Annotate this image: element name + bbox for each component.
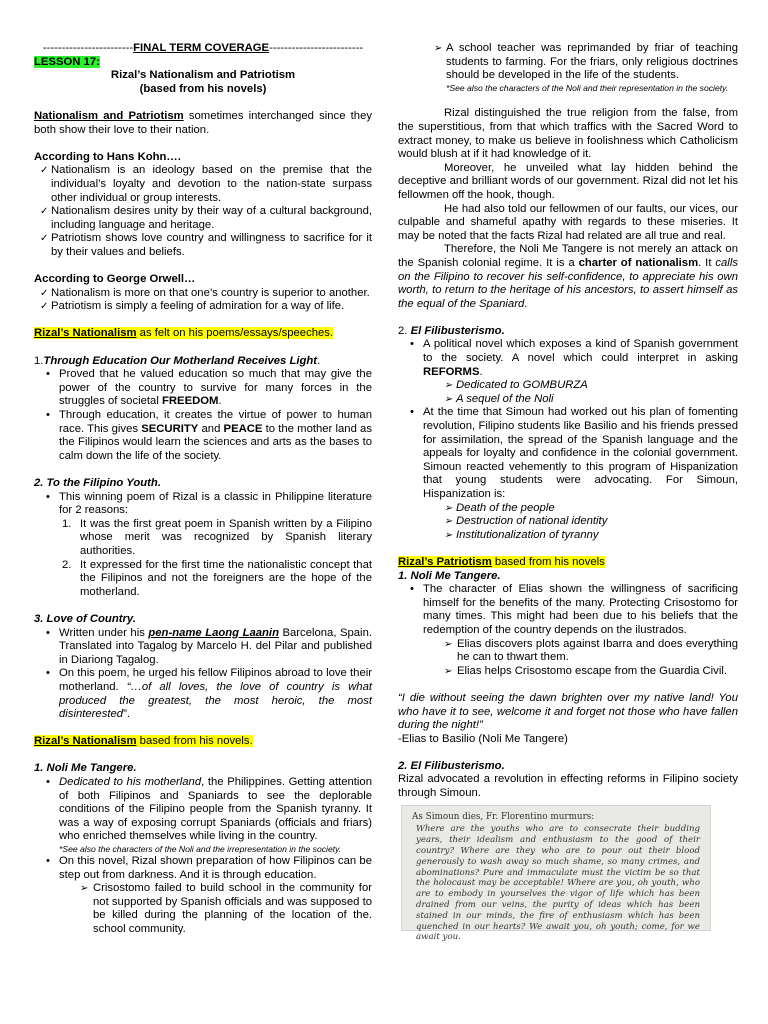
noli-paragraph: He had also told our fellowmen of our faults, our vices, our culpable and shameful apathy with regards to these miseries. It may be noted that the facts Rizal had related are all true and real. <box>398 202 738 242</box>
elias-item: ➢ Elias helps Crisostomo escape from the Guardia Civil. <box>398 665 738 679</box>
noli-note: *See also the characters of the Noli and the irrepresentation in the society. <box>59 844 342 855</box>
poems-heading <box>34 327 372 341</box>
patriotism-fili-text: Rizal advocated a revolution in effecting reforms in Filipino society through Simoun. <box>398 773 738 800</box>
fili-title <box>398 325 738 339</box>
noli-title: 1. Noli Me Tangere. <box>34 762 137 775</box>
fili-list <box>398 338 738 379</box>
noli-dedication: Dedicated to his motherland <box>59 776 202 789</box>
noli-list <box>34 776 372 882</box>
fili-item1-end: . <box>479 365 483 378</box>
poem1-title <box>34 355 372 369</box>
poem2-item: • This winning poem of Rizal is a classic in Philippine literature for 2 reasons: <box>34 491 372 518</box>
poem1-item1-end: . <box>218 395 222 408</box>
poem3-item <box>34 667 372 721</box>
noli-sublist-continued <box>398 42 738 94</box>
poem3-title: 3. Love of Country. <box>34 612 136 625</box>
poem1-item2-bold2: PEACE <box>223 422 263 435</box>
noli-subitem <box>398 42 738 94</box>
poems-heading-term: Rizal’s Nationalism <box>34 327 137 340</box>
novels-heading <box>34 735 372 749</box>
fili-title-text: El Filibusterismo. <box>410 324 505 337</box>
para4-end: . <box>524 297 528 310</box>
reason-number: 2. <box>62 558 72 571</box>
coverage-dashes-right: ------------------------- <box>269 42 364 54</box>
photo-caption: As Simoun dies, Fr. Florentino murmurs: <box>412 811 595 822</box>
fili-subitem: ➢ Dedicated to GOMBURZA <box>398 379 738 393</box>
noli-item: • On this novel, Rizal shown preparation of how Filipinos can be step out from darkness. And it is through education. <box>34 855 372 882</box>
fili-sublist <box>398 379 738 406</box>
hispanization-item: ➢ Death of the people <box>398 502 738 516</box>
patriotism-heading <box>398 556 738 570</box>
fili-item1-text: A political novel which exposes a kind of Spanish government to the society. A novel which could interpret in asking <box>423 338 738 365</box>
hispanization-list <box>398 502 738 543</box>
patriotism-noli-title: 1. Noli Me Tangere. <box>398 569 501 582</box>
right-column <box>398 42 738 943</box>
left-column <box>34 42 372 937</box>
reason-text: It expressed for the first time the nationalistic concept that the Filipinos and not the foreigners are the hope of the motherland. <box>80 558 372 598</box>
kohn-item: ✓ Patriotism shows love country and willingness to sacrifice for it by their values and beliefs. <box>34 232 372 259</box>
fili-number: 2. <box>398 324 411 337</box>
patriotism-noli-list <box>398 583 738 637</box>
lesson-title: Rizal’s Nationalism and Patriotism <box>110 69 296 82</box>
poem1-list <box>34 368 372 463</box>
intro-term: Nationalism and Patriotism <box>34 109 184 122</box>
noli-item1-text: , the Philippines. Getting attention of both Filipinos and Spaniards to see the deplorable conditions of the Filipino people from the Spanish tyranny. It was a way of exposing corrupt Spaniards (officials and friars) who enriched themselves while living in the country. <box>59 776 372 843</box>
para4-text: Therefore, the Noli Me Tangere is not merely an attack on the Spanish colonial regime. It is a <box>398 243 738 269</box>
noli-paragraph: Rizal distinguished the true religion from the false, from the superstitious, from that which traffics with the Sacred Word to extract money, to make us believe in foolishness which Catholicism would blush at if it had knowledge of it. <box>398 107 738 161</box>
lesson-label: LESSON 17: <box>34 55 100 68</box>
noli-item <box>34 776 372 855</box>
poem2-reason <box>34 559 372 600</box>
para4-mid: . It <box>698 256 716 269</box>
patriotism-noli-item: • The character of Elias shown the willingness of sacrificing himself for the benefits of the many. Protecting Crisostomo for many times. This might had been due to his beliefs that the redemption of the country depends on the ilustrados. <box>398 583 738 637</box>
poems-heading-rest: as felt on his poems/essays/speeches. <box>136 327 334 340</box>
poem1-item <box>34 368 372 409</box>
poem2-title: 2. To the Filipino Youth. <box>34 477 161 489</box>
poem3-item1-end: Barcelona, Spain. Translated into Tagalog by Marcelo H. del Pilar and published in Diariong Tagalog. <box>59 626 372 666</box>
fili-list <box>398 406 738 501</box>
novels-heading-rest: based from his novels. <box>136 735 253 748</box>
poem1-title-end: . <box>317 354 321 367</box>
coverage-header <box>34 42 372 56</box>
pen-name: pen-name Laong Laanin <box>148 626 279 639</box>
noli-subitem-text: A school teacher was reprimanded by friar of teaching students to farming. For the friars, only religious doctrines should be developed in the life of the students. <box>446 42 738 82</box>
poem3-list <box>34 627 372 722</box>
patriotism-fili-title: 2. El Filibusterismo. <box>398 759 505 772</box>
noli-sub-note: *See also the characters of the Noli and their representation in the society. <box>446 82 729 93</box>
kohn-item: ✓ Nationalism is an ideology based on the premise that the individual’s loyalty and devotion to the nation-state surpass other individual or group interests. <box>34 164 372 205</box>
poem2-list <box>34 491 372 518</box>
orwell-list <box>34 287 372 314</box>
photo-quote-text: Where are the youths who are to consecrate their budding years, their idealism and enthusiasm to the good of their country? Where are they who are to pour out their blood generously to wash away so much shame, so many crimes, and abominations? Pure and immaculate must the victim be so that the holocaust may be acceptable! Where are you, oh youth, who are to embody in yourselves the vigor of life which has been drained from our veins, the purity of ideas which has been stained in our minds, the fire of enthusiasm which has been quenched in our hearts? We await you, oh youth; come, for we await you. <box>416 824 700 943</box>
coverage-title: FINAL TERM COVERAGE <box>133 42 270 54</box>
orwell-item: ✓ Patriotism is simply a feeling of admiration for a way of life. <box>34 300 372 314</box>
quote-photo <box>401 805 711 943</box>
poem1-item2-mid: and <box>198 422 224 435</box>
para4-bold: charter of nationalism <box>578 256 699 269</box>
poem1-item2-bold1: SECURITY <box>141 422 199 435</box>
poem3-quote-end: ”. <box>123 708 130 721</box>
orwell-heading: According to George Orwell… <box>34 273 196 286</box>
fili-item1-bold: REFORMS <box>423 365 480 378</box>
elias-quote-attribution: -Elias to Basilio (Noli Me Tangere) <box>398 732 568 745</box>
poem1-item2-end: to the mother land as the Filipinos would learn the sciences and arts as the bases to calm down the life of the society. <box>59 422 372 462</box>
poem1-item1-text: Proved that he valued education so much that may give the power of the country to survive for many forces in the struggles of societal <box>59 368 372 408</box>
noli-paragraph: Moreover, he unveiled what lay hidden behind the deceptive and brilliant words of our government. Rizal did not let his fellowmen off the hook, though. <box>398 161 738 201</box>
patriotism-heading-rest: based from his novels <box>491 555 605 568</box>
reason-text: It was the first great poem in Spanish written by a Filipino whose merit was recognized by Spanish literary authorities. <box>80 517 372 557</box>
poem2-reasons <box>34 518 372 600</box>
novels-heading-term: Rizal’s Nationalism <box>34 735 137 748</box>
poem3-item1-text: Written under his <box>59 626 149 639</box>
coverage-dashes-left: ------------------------ <box>42 42 134 54</box>
fili-subitem: ➢ A sequel of the Noli <box>398 393 738 407</box>
poem1-item2-text: Through education, it creates the virtue of power to human race. This gives <box>59 409 372 435</box>
kohn-heading: According to Hans Kohn…. <box>34 150 181 163</box>
orwell-item: ✓ Nationalism is more on that one’s country is superior to another. <box>34 287 372 301</box>
intro-text: sometimes interchanged since they both show their love to their nation. <box>34 109 372 136</box>
reason-number: 1. <box>62 517 72 530</box>
poem1-item <box>34 409 372 463</box>
poem3-quote: “…of all loves, the love of country is what produced the greatest, the most heroic, the most disinterested <box>59 680 372 721</box>
patriotism-heading-term: Rizal’s Patriotism <box>398 555 492 568</box>
lesson-label-line <box>34 56 372 70</box>
para4-italic: calls on the Filipino to recover his self-confidence, to appreciate his own worth, to return to the heritage of his ancestors, to assert himself as the equal of the Spaniard <box>398 256 738 310</box>
poem2-reason <box>34 518 372 559</box>
fili-item: • At the time that Simoun had worked out his plan of fomenting revolution, Filipino students like Basilio and his friends pressed for assimilation, the spread of the Spanish language and the appeals for loyalty and confidence in the colonial government. Simoun reacted vehemently to this program of Hispanization that young students were advocating. For Simoun, Hispanization is: <box>398 406 738 501</box>
poem3-item2-text: On this poem, he urged his fellow Filipinos abroad to love their motherland. <box>59 667 372 693</box>
kohn-list <box>34 164 372 259</box>
poem1-item1-bold: FREEDOM <box>161 395 219 408</box>
kohn-item: ✓ Nationalism desires unity by their way of a cultural background, including language and heritage. <box>34 205 372 232</box>
noli-sublist <box>34 882 372 936</box>
poem3-item <box>34 627 372 668</box>
fili-item <box>398 338 738 379</box>
noli-paragraph <box>398 243 738 311</box>
elias-item: ➢ Elias discovers plots against Ibarra and does everything he can to thwart them. <box>398 638 738 665</box>
hispanization-item: ➢ Institutionalization of tyranny <box>398 529 738 543</box>
hispanization-item: ➢ Destruction of national identity <box>398 515 738 529</box>
noli-subitem: ➢ Crisostomo failed to build school in the community for not supported by Spanish officials and was supposed to be killed during the planning of the location of the. school community. <box>34 882 372 936</box>
poem1-number: 1. <box>34 354 44 367</box>
elias-quote: “I die without seeing the dawn brighten over my native land! You who have it to see, welcome it and forget not those who have fallen during the night!” <box>398 691 738 732</box>
elias-list <box>398 638 738 679</box>
lesson-subtitle: (based from his novels) <box>139 82 267 95</box>
poem1-title-text: Through Education Our Motherland Receives Light <box>43 354 318 367</box>
intro-paragraph <box>34 110 372 137</box>
